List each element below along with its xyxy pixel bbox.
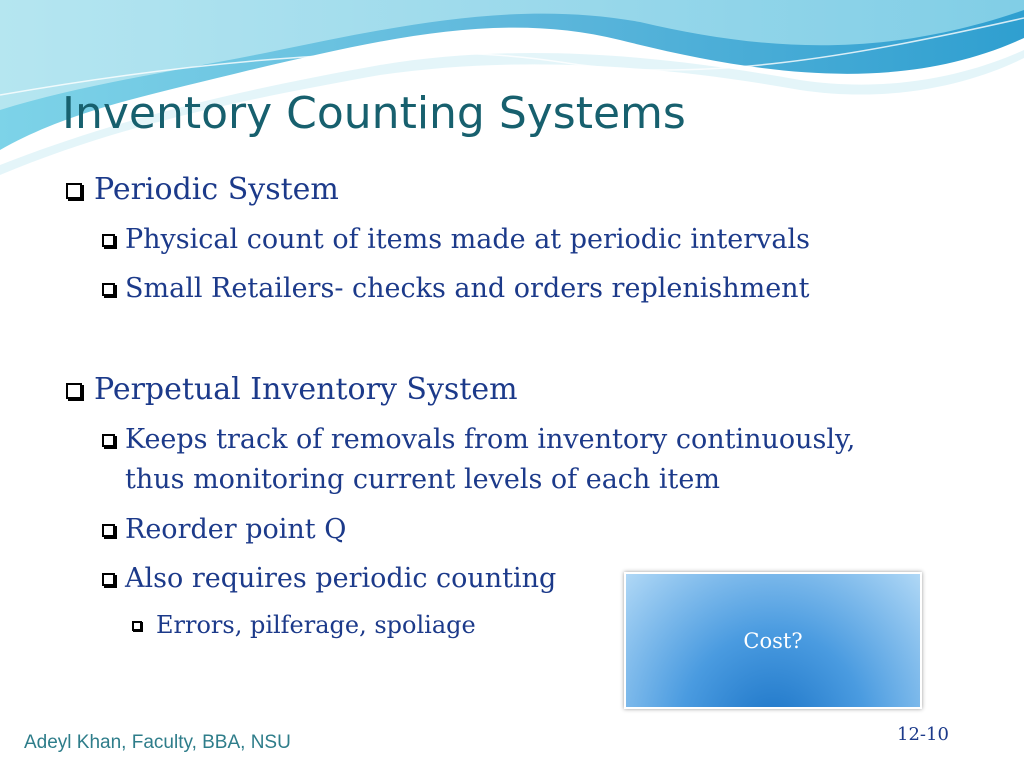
bullet-perpetual-system	[66, 372, 518, 407]
checkbox-bullet-icon	[102, 573, 115, 586]
bullet-text: Reorder point Q	[125, 514, 347, 545]
bullet-text-line-2: thus monitoring current levels of each item	[125, 464, 720, 495]
cost-callout-box	[624, 572, 922, 709]
checkbox-bullet-icon	[102, 234, 115, 247]
sub-bullet-periodic-counting	[102, 563, 556, 594]
footer-author: Adeyl Khan, Faculty, BBA, NSU	[24, 732, 291, 753]
bullet-periodic-system	[66, 172, 339, 207]
bullet-text	[125, 420, 855, 500]
checkbox-bullet-icon	[102, 283, 115, 296]
bullet-text: Physical count of items made at periodic intervals	[125, 224, 811, 255]
bullet-text: Also requires periodic counting	[125, 563, 557, 594]
cost-callout-text: Cost?	[743, 628, 803, 653]
checkbox-bullet-icon	[102, 524, 115, 537]
sub-bullet-small-retailers	[102, 273, 809, 304]
sub-bullet-physical-count	[102, 224, 810, 255]
bullet-text: Perpetual Inventory System	[94, 372, 518, 407]
bullet-text: Errors, pilferage, spoliage	[156, 611, 476, 639]
checkbox-bullet-icon	[132, 621, 142, 631]
sub-bullet-keeps-track	[102, 420, 855, 500]
sub-bullet-reorder-point	[102, 514, 346, 545]
checkbox-bullet-icon	[66, 183, 82, 199]
bullet-text-line-1: Keeps track of removals from inventory continuously,	[125, 424, 856, 455]
page-number: 12-10	[897, 724, 949, 745]
checkbox-bullet-icon	[66, 383, 82, 399]
bullet-text: Periodic System	[94, 172, 339, 207]
checkbox-bullet-icon	[102, 434, 115, 447]
bullet-text: Small Retailers- checks and orders replenishment	[125, 273, 810, 304]
slide-title: Inventory Counting Systems	[62, 88, 686, 139]
sub-sub-bullet-errors	[132, 611, 476, 639]
